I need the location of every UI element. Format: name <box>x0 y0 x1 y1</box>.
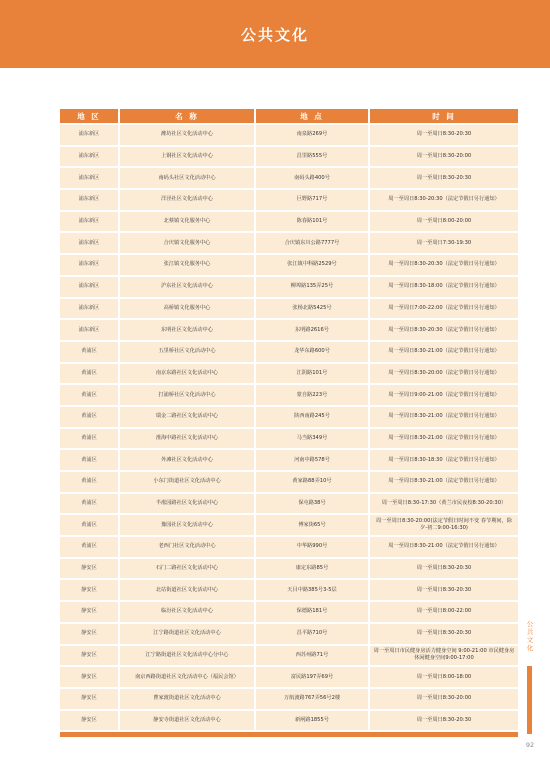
cell-hours: 周一至周日7:00-22:00（法定节假日另行通知） <box>370 299 518 319</box>
cell-name: 瑞金二路社区文化活动中心 <box>120 407 256 427</box>
cell-name: 静安寺街道社区文化活动中心 <box>120 711 256 731</box>
side-accent-bar <box>527 666 532 734</box>
cell-district: 浦东新区 <box>60 212 120 232</box>
cell-location: 康定东路85号 <box>256 559 370 579</box>
cell-location: 昌平路710号 <box>256 624 370 644</box>
cell-hours: 周一至周日8:30-21:00（法定节假日另行通知） <box>370 342 518 362</box>
cell-location: 蒙自路223号 <box>256 385 370 405</box>
cell-district: 黄浦区 <box>60 429 120 449</box>
cell-hours: 周一至周日8:30-20:30（法定节假日另行通知） <box>370 190 518 210</box>
cell-hours: 周一至周日8:30-20:30（法定节假日另行通知） <box>370 255 518 275</box>
cell-name: 小东门街道社区文化活动中心 <box>120 472 256 492</box>
cell-location: 南泉路269号 <box>256 125 370 145</box>
cell-name: 北蔡镇文化服务中心 <box>120 212 256 232</box>
cell-location: 万航渡路767弄56号2楼 <box>256 689 370 709</box>
cell-name: 石门二路社区文化活动中心 <box>120 559 256 579</box>
cell-hours: 周一至周日7:30-19:30 <box>370 233 518 253</box>
venue-table-container <box>60 107 518 732</box>
cell-hours: 周一至周日8:30-20:30 <box>370 168 518 188</box>
cell-location: 陕西南路245号 <box>256 407 370 427</box>
cell-location: 江阴路101号 <box>256 364 370 384</box>
cell-location: 东明路2616号 <box>256 320 370 340</box>
venue-table <box>60 107 518 732</box>
cell-hours: 周一至周日8:30-18:30（法定节假日另行通知） <box>370 450 518 470</box>
table-row <box>60 364 518 384</box>
cell-district: 静安区 <box>60 667 120 687</box>
cell-district: 浦东新区 <box>60 190 120 210</box>
column-header-hours: 时 间 <box>370 109 518 123</box>
table-row <box>60 667 518 687</box>
side-section-label: 公共文化 <box>526 620 534 652</box>
cell-district: 静安区 <box>60 646 120 666</box>
table-row <box>60 472 518 492</box>
cell-district: 黄浦区 <box>60 494 120 514</box>
cell-name: 外滩社区文化活动中心 <box>120 450 256 470</box>
cell-name: 江宁路街道社区文化活动中心 <box>120 624 256 644</box>
cell-hours: 周一至周日8:30-20:00 <box>370 689 518 709</box>
cell-location: 保德路181号 <box>256 602 370 622</box>
cell-name: 潍坊社区文化活动中心 <box>120 125 256 145</box>
cell-location: 南码头路400号 <box>256 168 370 188</box>
table-row <box>60 190 518 210</box>
cell-name: 洋泾社区文化活动中心 <box>120 190 256 210</box>
column-header-name: 名 称 <box>120 109 256 123</box>
page-number: 92 <box>525 741 535 749</box>
table-row <box>60 624 518 644</box>
cell-location: 巨野路717号 <box>256 190 370 210</box>
cell-hours: 周一至周日8:00-18:00 <box>370 667 518 687</box>
cell-hours: 周一至周日8:30-20:30（法定节假日另行通知） <box>370 320 518 340</box>
table-body <box>60 125 518 730</box>
cell-hours: 周一至周日市民健身房活力健身空间 9:00-21:00 市民健身房休闲健身空间9:00-17:00 <box>370 646 518 666</box>
cell-name: 江宁路街道社区文化活动中心分中心 <box>120 646 256 666</box>
cell-name: 半淞园路社区文化活动中心 <box>120 494 256 514</box>
cell-name: 南码头社区文化活动中心 <box>120 168 256 188</box>
table-row <box>60 602 518 622</box>
cell-district: 黄浦区 <box>60 364 120 384</box>
cell-location: 昌里路555号 <box>256 147 370 167</box>
cell-district: 黄浦区 <box>60 515 120 535</box>
cell-hours: 周一至周日8:30-21:00（法定节假日另行通知） <box>370 472 518 492</box>
cell-location: 天目中路385号3-5层 <box>256 580 370 600</box>
cell-location: 富民路197弄69号 <box>256 667 370 687</box>
cell-district: 浦东新区 <box>60 125 120 145</box>
cell-name: 上钢社区文化活动中心 <box>120 147 256 167</box>
cell-district: 黄浦区 <box>60 342 120 362</box>
table-row <box>60 450 518 470</box>
cell-hours: 周一至周日8:30-20:30 <box>370 711 518 731</box>
cell-hours: 周一至周日8:30-21:00（法定节假日另行通知） <box>370 537 518 557</box>
cell-name: 高桥镇文化服务中心 <box>120 299 256 319</box>
table-row <box>60 689 518 709</box>
cell-district: 黄浦区 <box>60 537 120 557</box>
cell-name: 打浦桥社区文化活动中心 <box>120 385 256 405</box>
cell-location: 河南中路578号 <box>256 450 370 470</box>
cell-name: 沪东社区文化活动中心 <box>120 277 256 297</box>
column-header-district: 地 区 <box>60 109 120 123</box>
table-header-row <box>60 109 518 123</box>
cell-hours: 周一至周日8:30-18:00（法定节假日另行通知） <box>370 277 518 297</box>
cell-location: 西苏州路71号 <box>256 646 370 666</box>
cell-name: 合庆镇文化服务中心 <box>120 233 256 253</box>
cell-location: 陈春路101号 <box>256 212 370 232</box>
table-row <box>60 299 518 319</box>
cell-hours: 周一至周日8:30-20:30 <box>370 580 518 600</box>
table-bottom-bar <box>60 732 518 737</box>
cell-hours: 周一至周日8:30-20:00 <box>370 147 518 167</box>
cell-district: 静安区 <box>60 559 120 579</box>
cell-district: 浦东新区 <box>60 168 120 188</box>
cell-name: 五里桥社区文化活动中心 <box>120 342 256 362</box>
cell-hours: 周一至周日8:30-17:30（黄兰市民夜校8:30-20:30） <box>370 494 518 514</box>
cell-district: 浦东新区 <box>60 233 120 253</box>
cell-hours: 周一至周日8:30-21:00（法定节假日另行通知） <box>370 407 518 427</box>
cell-district: 黄浦区 <box>60 472 120 492</box>
table-row <box>60 147 518 167</box>
cell-hours: 周一至周日8:30-20:00(法定节假日时间不变 春节期间，除夕-初二9:00-16:30) <box>370 515 518 535</box>
cell-district: 浦东新区 <box>60 255 120 275</box>
cell-district: 静安区 <box>60 602 120 622</box>
cell-district: 浦东新区 <box>60 277 120 297</box>
cell-name: 临汾社区文化活动中心 <box>120 602 256 622</box>
table-row <box>60 168 518 188</box>
table-row <box>60 559 518 579</box>
cell-location: 合庆镇东川公路7777号 <box>256 233 370 253</box>
table-row <box>60 407 518 427</box>
cell-hours: 周一至周日8:00-22:00 <box>370 602 518 622</box>
cell-name: 北站街道社区文化活动中心 <box>120 580 256 600</box>
table-row <box>60 711 518 731</box>
table-row <box>60 233 518 253</box>
cell-district: 浦东新区 <box>60 299 120 319</box>
table-row <box>60 255 518 275</box>
cell-location: 中华路990号 <box>256 537 370 557</box>
cell-location: 保屯路38号 <box>256 494 370 514</box>
cell-district: 浦东新区 <box>60 320 120 340</box>
table-row <box>60 125 518 145</box>
cell-location: 龙华东路600号 <box>256 342 370 362</box>
table-row <box>60 385 518 405</box>
cell-hours: 周一至周日9:00-21:00（法定节假日另行通知） <box>370 385 518 405</box>
table-row <box>60 320 518 340</box>
cell-name: 老西门社区文化活动中心 <box>120 537 256 557</box>
cell-hours: 周一至周日8:30-20:30 <box>370 559 518 579</box>
table-row <box>60 429 518 449</box>
table-row <box>60 646 518 666</box>
cell-district: 浦东新区 <box>60 147 120 167</box>
cell-hours: 周一至周日8:30-21:00（法定节假日另行通知） <box>370 429 518 449</box>
cell-district: 静安区 <box>60 711 120 731</box>
cell-location: 黄家路88弄10号 <box>256 472 370 492</box>
cell-name: 南京东路社区文化活动中心 <box>120 364 256 384</box>
table-row <box>60 494 518 514</box>
table-row <box>60 277 518 297</box>
cell-district: 静安区 <box>60 689 120 709</box>
table-row <box>60 537 518 557</box>
column-header-location: 地 点 <box>256 109 370 123</box>
table-row <box>60 580 518 600</box>
cell-name: 张江镇文化服务中心 <box>120 255 256 275</box>
cell-district: 黄浦区 <box>60 450 120 470</box>
cell-location: 张杨北路5425号 <box>256 299 370 319</box>
cell-name: 淮海中路社区文化活动中心 <box>120 429 256 449</box>
cell-hours: 周一至周日8:30-20:30 <box>370 624 518 644</box>
cell-name: 豫园社区文化活动中心 <box>120 515 256 535</box>
cell-hours: 周一至周日8:30-20:30 <box>370 125 518 145</box>
page-title: 公共文化 <box>240 25 309 44</box>
cell-hours: 周一至周日8:00-20:00 <box>370 212 518 232</box>
header-banner <box>0 0 550 68</box>
cell-location: 张江镇中科路2529号 <box>256 255 370 275</box>
cell-name: 曹家渡街道社区文化活动中心 <box>120 689 256 709</box>
cell-district: 黄浦区 <box>60 407 120 427</box>
cell-location: 新闸路1855号 <box>256 711 370 731</box>
cell-district: 静安区 <box>60 580 120 600</box>
cell-name: 南京西路街道社区文化活动中心（福民会馆） <box>120 667 256 687</box>
cell-location: 马当路349号 <box>256 429 370 449</box>
cell-district: 静安区 <box>60 624 120 644</box>
cell-name: 东明社区文化活动中心 <box>120 320 256 340</box>
cell-location: 傅家街65号 <box>256 515 370 535</box>
table-row <box>60 515 518 535</box>
table-row <box>60 212 518 232</box>
cell-location: 柳埠路135弄25号 <box>256 277 370 297</box>
cell-district: 黄浦区 <box>60 385 120 405</box>
cell-hours: 周一至周日8:30-20:00（法定节假日另行通知） <box>370 364 518 384</box>
table-row <box>60 342 518 362</box>
